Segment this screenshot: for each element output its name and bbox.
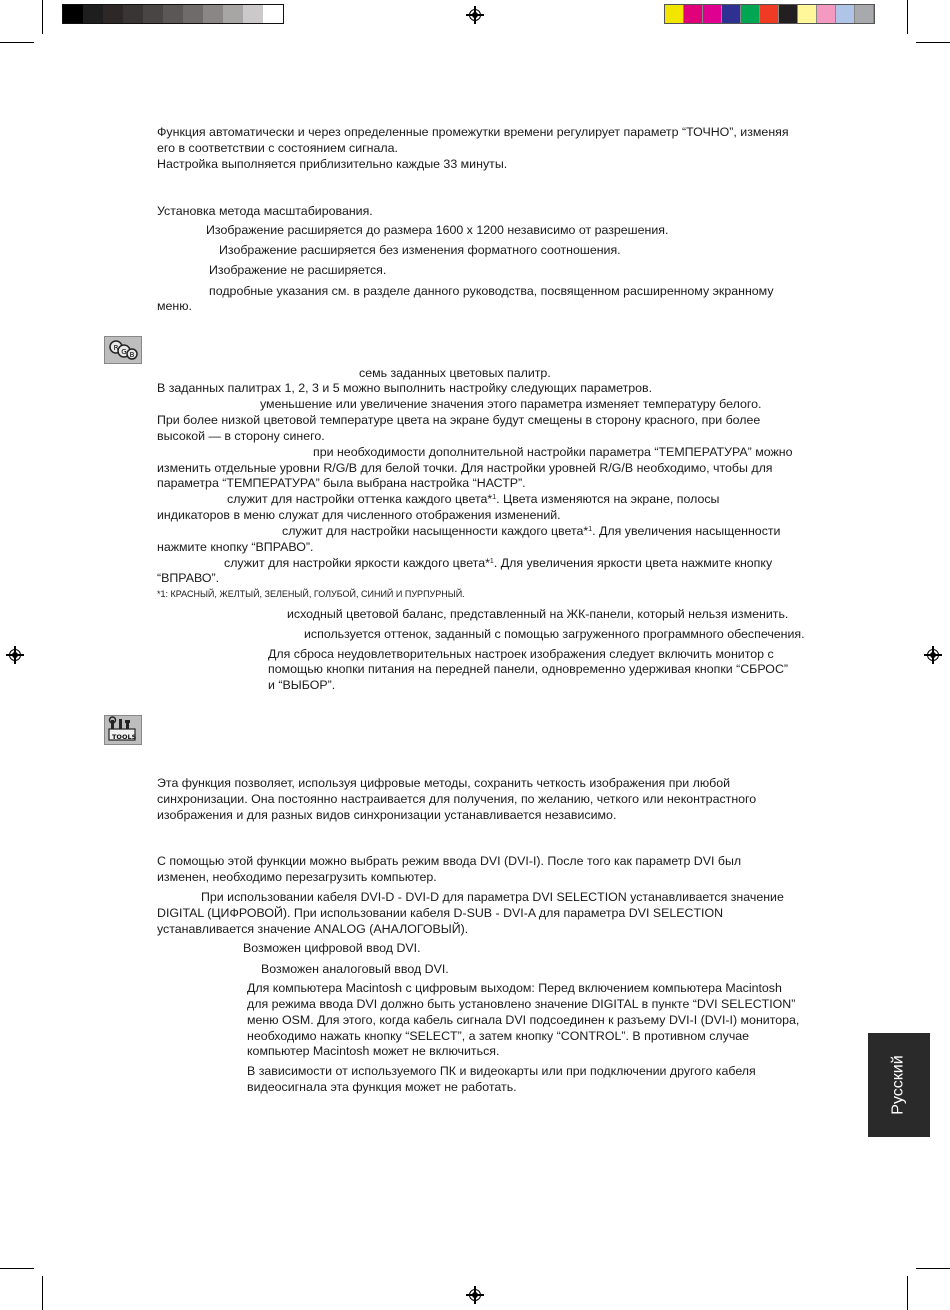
warning-note-1: В зависимости от используемого ПК и видеокарты или при подключении другого кабеля bbox=[247, 1064, 756, 1078]
brightness-desc-2: “ВПРАВО”. bbox=[157, 571, 220, 585]
crop-mark bbox=[0, 1268, 34, 1269]
color-footnote: *1: КРАСНЫЙ, ЖЕЛТЫЙ, ЗЕЛЕНЫЙ, ГОЛУБОЙ, СИНИЙ И ПУРПУРНЫЙ. bbox=[157, 589, 465, 599]
reset-note-3: и “ВЫБОР”. bbox=[268, 678, 336, 692]
crop-mark bbox=[916, 1268, 950, 1269]
dvi-digital-option: Возможен цифровой ввод DVI. bbox=[243, 941, 421, 955]
white-rgb-desc-2: изменить отдельные уровни R/G/B для белой точки. Для настройки уровней R/G/B необходимо, чтобы для bbox=[157, 461, 773, 475]
grayscale-calibration-bar bbox=[62, 4, 284, 24]
tools-icon bbox=[104, 715, 142, 745]
expansion-intro: Установка метода масштабирования. bbox=[157, 204, 373, 218]
temperature-desc-2: При более низкой цветовой температуре цвета на экране будут смещены в сторону красного, при более bbox=[157, 413, 761, 427]
temperature-desc-3: высокой — в сторону синего. bbox=[157, 429, 325, 443]
dvi-desc-4: DIGITAL (ЦИФРОВОЙ). При использовании кабеля D-SUB - DVI-A для параметра DVI SELECTION bbox=[157, 906, 724, 920]
svg-text:G: G bbox=[121, 348, 127, 356]
temperature-desc-1: уменьшение или увеличение значения этого параметра изменяет температуру белого. bbox=[260, 397, 762, 411]
dvi-desc-1: С помощью этой функции можно выбрать режим ввода DVI (DVI-I). После того как параметр DVI был bbox=[157, 854, 742, 868]
sharpness-desc-3: изображения и для разных видов синхронизации устанавливается независимо. bbox=[157, 808, 617, 822]
hue-desc-2: индикаторов в меню служат для численного отображения изменений. bbox=[157, 508, 561, 522]
auto-fine-line-1: Функция автоматически и через определенные промежутки времени регулирует параметр “ТОЧНО”, изменяя bbox=[157, 125, 789, 139]
sharpness-desc-1: Эта функция позволяет, используя цифровые методы, сохранить четкость изображения при любой bbox=[157, 776, 731, 790]
dvi-desc-2: изменен, необходимо перезагрузить компьютер. bbox=[157, 870, 437, 884]
brightness-desc-1: служит для настройки яркости каждого цвета*$^1$. Для увеличения яркости цвета нажмите кнопку bbox=[224, 556, 773, 570]
dvi-analog-option: Возможен аналоговый ввод DVI. bbox=[261, 962, 449, 976]
auto-fine-line-3: Настройка выполняется приблизительно каждые 33 минуты. bbox=[157, 157, 508, 171]
color-control-icon bbox=[104, 336, 142, 364]
mac-note-5: компьютер Macintosh может не включиться. bbox=[247, 1044, 500, 1058]
registration-mark-left-icon bbox=[6, 646, 24, 664]
programmable-desc: используется оттенок, заданный с помощью загруженного программного обеспечения. bbox=[304, 627, 805, 641]
expansion-see-note: подробные указания см. в разделе данного руководства, посвященном расширенному экранному bbox=[209, 284, 774, 298]
color-calibration-bar bbox=[664, 4, 875, 24]
expansion-full-option: Изображение расширяется до размера 1600 x 1200 независимо от разрешения. bbox=[206, 223, 669, 237]
native-desc: исходный цветовой баланс, представленный на ЖК-панели, который нельзя изменить. bbox=[287, 607, 789, 621]
dvi-desc-5: устанавливается значение ANALOG (АНАЛОГОВЫЙ). bbox=[157, 922, 469, 936]
language-tab bbox=[868, 1033, 930, 1137]
crop-mark bbox=[907, 1276, 908, 1310]
color-presets: семь заданных цветовых палитр. bbox=[359, 366, 551, 380]
saturation-desc-1: служит для настройки насыщенности каждого цвета*$^1$. Для увеличения насыщенности bbox=[282, 524, 781, 538]
warning-note-2: видеосигнала эта функция может не работать. bbox=[247, 1080, 517, 1094]
hue-desc-1: служит для настройки оттенка каждого цвета*$^1$. Цвета изменяются на экране, полосы bbox=[227, 492, 720, 506]
registration-mark-bottom-icon bbox=[466, 1286, 484, 1304]
white-rgb-desc-1: при необходимости дополнительной настройки параметра “ТЕМПЕРАТУРА” можно bbox=[313, 445, 793, 459]
reset-note-2: помощью кнопки питания на передней панели, одновременно удерживая кнопки “СБРОС” bbox=[268, 662, 789, 676]
crop-mark bbox=[916, 42, 950, 43]
expansion-aspect-option: Изображение расширяется без изменения форматного соотношения. bbox=[219, 243, 621, 257]
svg-text:R: R bbox=[113, 344, 119, 352]
mac-note-3: меню OSM. Для этого, когда кабель сигнала DVI подсоединен к разъему DVI-I (DVI-I) монитора, bbox=[247, 1013, 800, 1027]
expansion-off-option: Изображение не расширяется. bbox=[209, 263, 387, 277]
sharpness-desc-2: синхронизации. Она постоянно настраивается для получения, по желанию, четкого или неконтрастного bbox=[157, 792, 757, 806]
language-tab-label: Русский bbox=[890, 1055, 907, 1115]
mac-note-2: для режима ввода DVI должно быть установлено значение DIGITAL в пункте “DVI SELECTION” bbox=[247, 997, 796, 1011]
svg-text:B: B bbox=[129, 351, 135, 359]
mac-note-1: Для компьютера Macintosh с цифровым выходом: Перед включением компьютера Macintosh bbox=[247, 981, 782, 995]
dvi-desc-3: При использовании кабеля DVI-D - DVI-D для параметра DVI SELECTION устанавливается значение bbox=[201, 890, 784, 904]
crop-mark bbox=[42, 0, 43, 34]
mac-note-4: необходимо нажать кнопку “SELECT”, а затем кнопку “CONTROL”. В противном случае bbox=[247, 1029, 750, 1043]
saturation-desc-2: нажмите кнопку “ВПРАВО”. bbox=[157, 540, 314, 554]
white-rgb-desc-3: параметра “ТЕМПЕРАТУРА” была выбрана настройка “НАСТР”. bbox=[157, 476, 526, 490]
crop-mark bbox=[0, 42, 34, 43]
crop-mark bbox=[42, 1276, 43, 1310]
registration-mark-top-icon bbox=[466, 6, 484, 24]
expansion-see-note-cont: меню. bbox=[157, 299, 192, 313]
auto-fine-line-2: его в соответствии с состоянием сигнала. bbox=[157, 141, 398, 155]
reset-note-1: Для сброса неудовлетворительных настроек изображения следует включить монитор с bbox=[268, 647, 774, 661]
crop-mark bbox=[907, 0, 908, 34]
registration-mark-right-icon bbox=[924, 646, 942, 664]
color-adjustable: В заданных палитрах 1, 2, 3 и 5 можно выполнить настройку следующих параметров. bbox=[157, 381, 653, 395]
tools-icon-label: TOOLS bbox=[112, 733, 137, 741]
